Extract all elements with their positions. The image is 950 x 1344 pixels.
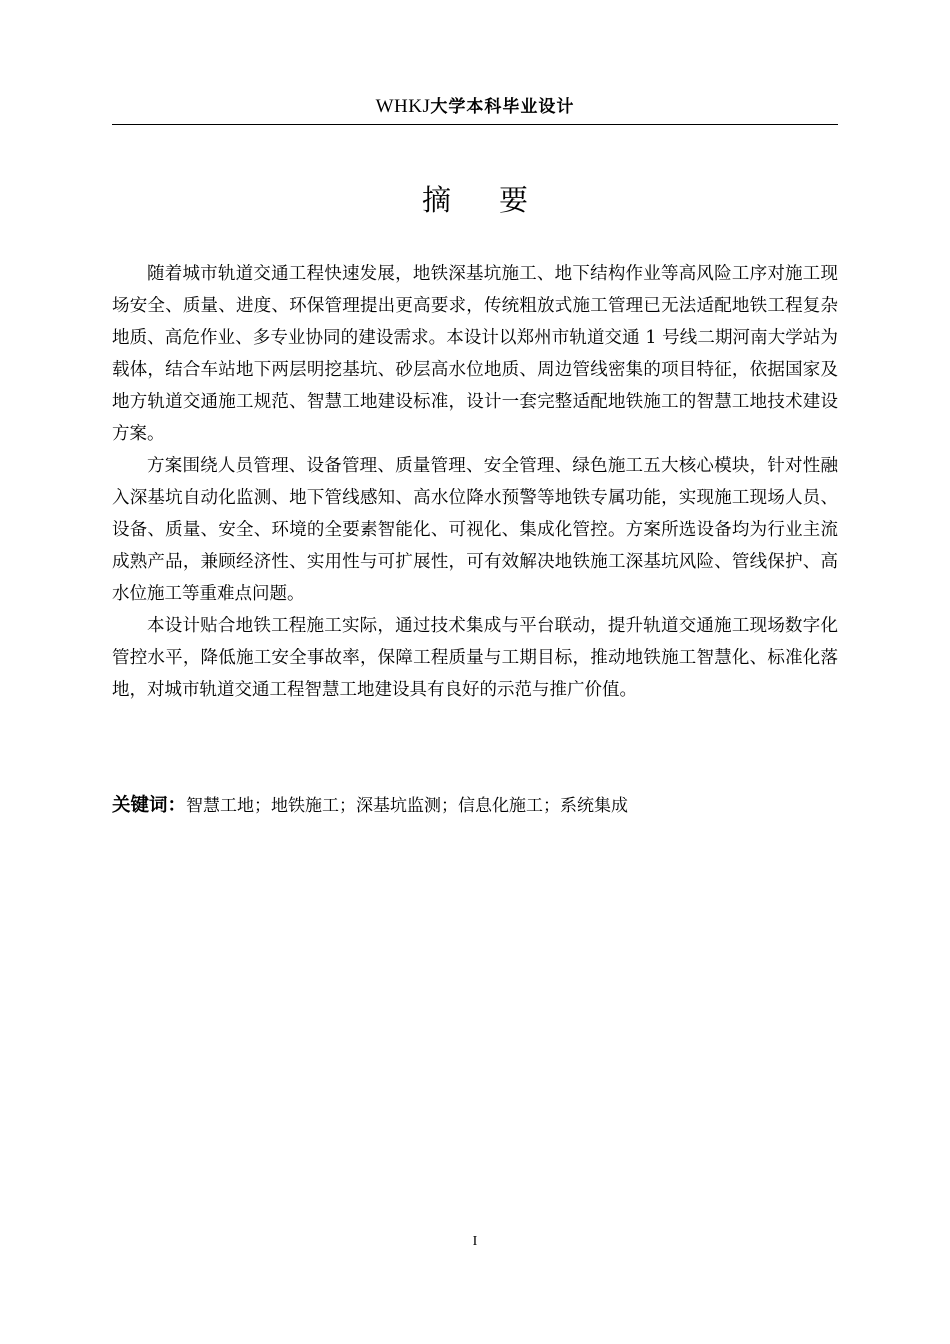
page-number: I [472, 1234, 478, 1249]
keywords-label: 关键词： [112, 795, 187, 816]
header-rule [112, 124, 838, 125]
running-header [112, 94, 838, 120]
header-document-type: 大学本科毕业设计 [430, 97, 575, 117]
abstract-body [112, 258, 838, 706]
header-institution-code: WHKJ [375, 96, 431, 117]
keywords-values: 智慧工地；地铁施工；深基坑监测；信息化施工；系统集成 [186, 796, 629, 816]
abstract-title: 摘要 [421, 183, 576, 217]
abstract-paragraph-3: 本设计贴合地铁工程施工实际，通过技术集成与平台联动，提升轨道交通施工现场数字化管控水平，降低施工安全事故率，保障工程质量与工期目标，推动地铁施工智慧化、标准化落地，对城市轨道交通工程智慧工地建设具有良好的示范与推广价值。 [112, 616, 838, 700]
abstract-paragraph-1: 随着城市轨道交通工程快速发展，地铁深基坑施工、地下结构作业等高风险工序对施工现场安全、质量、进度、环保管理提出更高要求，传统粗放式施工管理已无法适配地铁工程复杂地质、高危作业、多专业协同的建设需求。本设计以郑州市轨道交通 1 号线二期河南大学站为载体，结合车站地下两层明挖基坑、砂层高水位地质、周边管线密集的项目特征，依据国家及地方轨道交通施工规范、智慧工地建设标准，设计一套完整适配地铁施工的智慧工地技术建设方案。 [112, 264, 838, 444]
abstract-paragraph-2: 方案围绕人员管理、设备管理、质量管理、安全管理、绿色施工五大核心模块，针对性融入深基坑自动化监测、地下管线感知、高水位降水预警等地铁专属功能，实现施工现场人员、设备、质量、安全、环境的全要素智能化、可视化、集成化管控。方案所选设备均为行业主流成熟产品，兼顾经济性、实用性与可扩展性，可有效解决地铁施工深基坑风险、管线保护、高水位施工等重难点问题。 [112, 456, 838, 604]
keywords-line [112, 792, 838, 820]
